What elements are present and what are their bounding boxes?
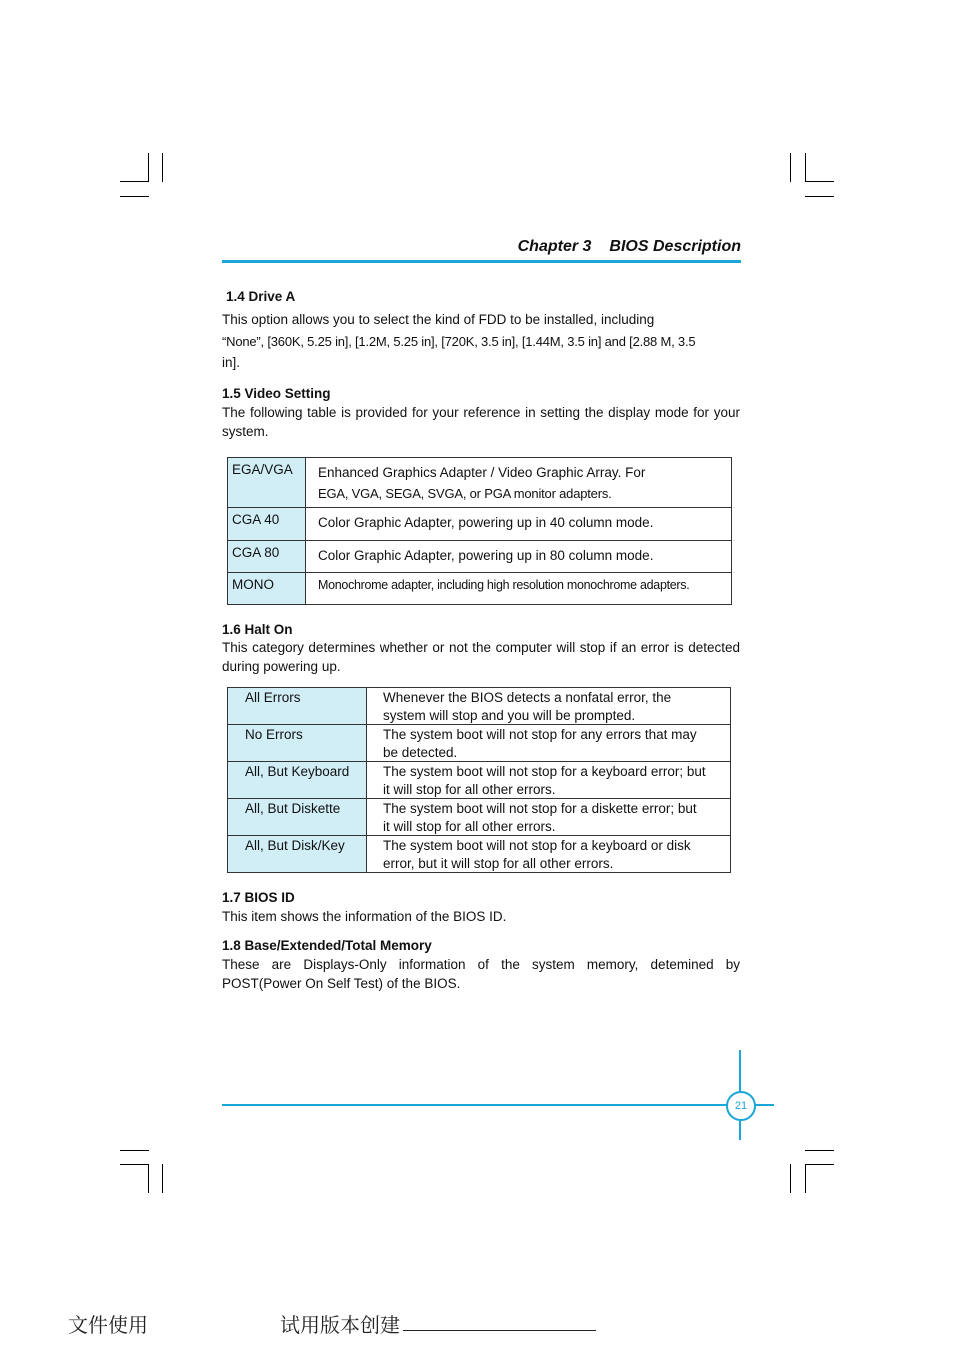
chapter-header bbox=[222, 238, 741, 256]
table-row bbox=[228, 688, 731, 725]
table-value-cell bbox=[367, 762, 731, 799]
halt-on-table bbox=[227, 687, 731, 873]
cell-line: Color Graphic Adapter, powering up in 80 column mode. bbox=[318, 548, 654, 563]
watermark-underline bbox=[403, 1330, 596, 1331]
table-value-cell bbox=[367, 725, 731, 762]
table-key-cell: CGA 40 bbox=[228, 508, 306, 541]
cell-line: The system boot will not stop for a keyboard or disk bbox=[383, 838, 691, 853]
table-value-cell bbox=[367, 836, 731, 873]
header-rule bbox=[222, 260, 741, 263]
cell-line: error, but it will stop for all other errors. bbox=[383, 855, 614, 871]
section-title-memory: 1.8 Base/Extended/Total Memory bbox=[222, 938, 432, 953]
cell-line: The system boot will not stop for a diskette error; but bbox=[383, 801, 697, 816]
table-value-cell bbox=[306, 508, 732, 541]
body-line: in]. bbox=[222, 355, 241, 370]
table-row bbox=[228, 508, 732, 541]
section-body-halt-on: This category determines whether or not the computer will stop if an error is detected during powering up. bbox=[222, 640, 740, 674]
cell-line: be detected. bbox=[383, 744, 458, 760]
body-line: This option allows you to select the kind of FDD to be installed, including bbox=[222, 312, 655, 327]
section-body-drive-a bbox=[222, 309, 740, 374]
video-mode-table bbox=[227, 457, 732, 605]
page-number: 21 bbox=[726, 1091, 756, 1121]
table-row bbox=[228, 836, 731, 873]
table-key-cell: No Errors bbox=[228, 725, 367, 762]
cell-line: EGA, VGA, SEGA, SVGA, or PGA monitor adapters. bbox=[318, 486, 612, 501]
table-key-cell: MONO bbox=[228, 573, 306, 605]
section-title-video-setting: 1.5 Video Setting bbox=[222, 386, 331, 401]
table-key-cell: All, But Keyboard bbox=[228, 762, 367, 799]
table-value-cell bbox=[367, 799, 731, 836]
table-key-cell: All, But Diskette bbox=[228, 799, 367, 836]
cell-line: Whenever the BIOS detects a nonfatal error, the bbox=[383, 690, 672, 705]
cell-line: Monochrome adapter, including high resolution monochrome adapters. bbox=[318, 578, 690, 592]
section-title-halt-on: 1.6 Halt On bbox=[222, 622, 293, 637]
body-line: “None”, [360K, 5.25 in], [1.2M, 5.25 in], [720K, 3.5 in], [1.44M, 3.5 in] and [2.88 M, 3.5 bbox=[222, 333, 696, 349]
table-value-cell bbox=[306, 573, 732, 605]
table-key-cell: All Errors bbox=[228, 688, 367, 725]
table-value-cell bbox=[306, 541, 732, 573]
section-body-memory: These are Displays-Only information of the system memory, detemined by POST(Power On Self Test) of the BIOS. bbox=[222, 957, 740, 991]
table-row bbox=[228, 458, 732, 508]
table-row bbox=[228, 799, 731, 836]
cell-line: The system boot will not stop for a keyboard error; but bbox=[383, 764, 706, 779]
table-key-cell: All, But Disk/Key bbox=[228, 836, 367, 873]
watermark-left: 文件使用 bbox=[68, 1313, 148, 1337]
table-row bbox=[228, 541, 732, 573]
chapter-label: Chapter 3 bbox=[517, 238, 592, 255]
table-value-cell bbox=[367, 688, 731, 725]
section-body-bios-id: This item shows the information of the BIOS ID. bbox=[222, 909, 507, 924]
watermark-right: 试用版本创建 bbox=[280, 1313, 400, 1337]
cell-line: it will stop for all other errors. bbox=[383, 781, 556, 797]
section-title-drive-a: 1.4 Drive A bbox=[226, 289, 296, 304]
cell-line: Color Graphic Adapter, powering up in 40 column mode. bbox=[318, 515, 654, 530]
cell-line: The system boot will not stop for any errors that may bbox=[383, 727, 697, 742]
table-key-cell: EGA/VGA bbox=[228, 458, 306, 508]
table-row bbox=[228, 725, 731, 762]
footer-rule bbox=[222, 1104, 774, 1106]
table-row bbox=[228, 573, 732, 605]
section-body-video-setting: The following table is provided for your reference in setting the display mode for your system. bbox=[222, 405, 740, 439]
section-title-bios-id: 1.7 BIOS ID bbox=[222, 890, 295, 905]
table-key-cell: CGA 80 bbox=[228, 541, 306, 573]
cell-line: system will stop and you will be prompted. bbox=[383, 707, 636, 723]
cell-line: it will stop for all other errors. bbox=[383, 818, 556, 834]
chapter-title: BIOS Description bbox=[609, 238, 741, 255]
cell-line: Enhanced Graphics Adapter / Video Graphic Array. For bbox=[318, 465, 646, 480]
table-value-cell bbox=[306, 458, 732, 508]
table-row bbox=[228, 762, 731, 799]
